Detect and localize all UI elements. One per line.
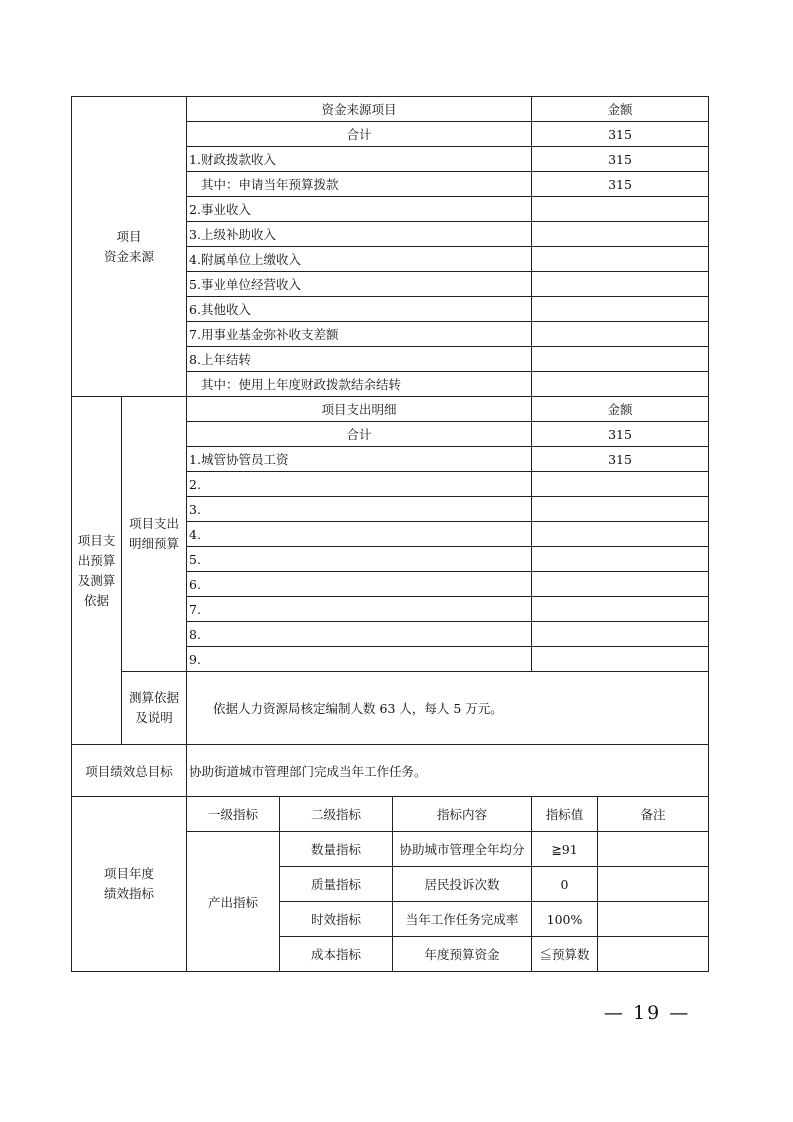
funding-row-label: 7.用事业基金弥补收支差额	[187, 322, 532, 347]
funding-row-amount: 315	[532, 147, 709, 172]
expenditure-sub-label-text: 项目支出 明细预算	[129, 516, 180, 551]
funding-row-label: 5.事业单位经营收入	[187, 272, 532, 297]
funding-row-label: 1.财政拨款收入	[187, 147, 532, 172]
indicator-header-content: 指标内容	[393, 797, 532, 832]
funding-row-label: 6.其他收入	[187, 297, 532, 322]
expenditure-row-amount	[532, 597, 709, 622]
funding-section-label-text: 项目 资金来源	[104, 228, 155, 264]
funding-row-amount	[532, 322, 709, 347]
indicator-level1: 产出指标	[187, 832, 280, 972]
goal-row	[72, 745, 709, 797]
expenditure-row-amount	[532, 572, 709, 597]
funding-row-amount	[532, 222, 709, 247]
funding-row-amount	[532, 297, 709, 322]
funding-row-label: 2.事业收入	[187, 197, 532, 222]
indicator-header-level2: 二级指标	[280, 797, 393, 832]
indicator-note	[598, 832, 709, 867]
indicator-section-label	[72, 797, 187, 972]
funding-row-label: 3.上级补助收入	[187, 222, 532, 247]
expenditure-header-amount: 金额	[532, 397, 709, 422]
indicator-note	[598, 867, 709, 902]
expenditure-row-label: 合计	[187, 422, 532, 447]
goal-label: 项目绩效总目标	[72, 745, 187, 797]
indicator-header-level1: 一级指标	[187, 797, 280, 832]
expenditure-row-label: 7.	[187, 597, 532, 622]
indicator-header-note: 备注	[598, 797, 709, 832]
indicator-note	[598, 937, 709, 972]
funding-row-amount	[532, 372, 709, 397]
expenditure-row-label: 5.	[187, 547, 532, 572]
funding-row-amount	[532, 247, 709, 272]
expenditure-section-label	[72, 397, 122, 745]
expenditure-row-amount	[532, 622, 709, 647]
indicator-header-row	[72, 797, 709, 832]
basis-label	[122, 672, 187, 745]
funding-row-label: 8.上年结转	[187, 347, 532, 372]
expenditure-header-row	[72, 397, 709, 422]
indicator-section-label-text: 项目年度 绩效指标	[104, 866, 155, 901]
indicator-header-value: 指标值	[532, 797, 598, 832]
basis-text: 依据人力资源局核定编制人数 63 人，每人 5 万元。	[187, 672, 709, 745]
funding-row-label: 其中：使用上年度财政拨款结余结转	[187, 372, 532, 397]
indicator-level2: 时效指标	[280, 902, 393, 937]
indicator-note	[598, 902, 709, 937]
indicator-value: ≦预算数	[532, 937, 598, 972]
funding-header-item: 资金来源项目	[187, 97, 532, 122]
basis-row	[72, 672, 709, 745]
expenditure-row-label: 8.	[187, 622, 532, 647]
expenditure-row-label: 4.	[187, 522, 532, 547]
expenditure-row-label: 3.	[187, 497, 532, 522]
expenditure-row-label: 6.	[187, 572, 532, 597]
basis-label-text: 测算依据 及说明	[129, 690, 180, 725]
expenditure-row-label: 9.	[187, 647, 532, 672]
funding-row-label: 其中：申请当年预算拨款	[187, 172, 532, 197]
expenditure-row-amount	[532, 547, 709, 572]
expenditure-row-amount: 315	[532, 422, 709, 447]
expenditure-sub-label	[122, 397, 187, 672]
indicator-content: 居民投诉次数	[393, 867, 532, 902]
page-number: — 19 —	[604, 1002, 691, 1024]
expenditure-row-label: 1.城管协管员工资	[187, 447, 532, 472]
funding-row-label: 合计	[187, 122, 532, 147]
indicator-content: 协助城市管理全年均分	[393, 832, 532, 867]
expenditure-row-amount	[532, 647, 709, 672]
expenditure-row-amount	[532, 472, 709, 497]
expenditure-row-amount	[532, 522, 709, 547]
indicator-value: 0	[532, 867, 598, 902]
indicator-content: 当年工作任务完成率	[393, 902, 532, 937]
funding-row-amount	[532, 272, 709, 297]
expenditure-row-amount: 315	[532, 447, 709, 472]
funding-header-row	[72, 97, 709, 122]
expenditure-row-label: 2.	[187, 472, 532, 497]
expenditure-header-item: 项目支出明细	[187, 397, 532, 422]
indicator-content: 年度预算资金	[393, 937, 532, 972]
funding-row-label: 4.附属单位上缴收入	[187, 247, 532, 272]
indicator-level2: 成本指标	[280, 937, 393, 972]
project-budget-table	[71, 96, 709, 972]
funding-row-amount: 315	[532, 122, 709, 147]
indicator-level2: 数量指标	[280, 832, 393, 867]
funding-header-amount: 金额	[532, 97, 709, 122]
funding-row-amount: 315	[532, 172, 709, 197]
funding-row-amount	[532, 347, 709, 372]
expenditure-row-amount	[532, 497, 709, 522]
goal-text: 协助街道城市管理部门完成当年工作任务。	[187, 745, 709, 797]
expenditure-section-label-text: 项目支 出预算 及测算 依据	[77, 532, 116, 608]
indicator-level2: 质量指标	[280, 867, 393, 902]
funding-row-amount	[532, 197, 709, 222]
indicator-value: ≧91	[532, 832, 598, 867]
funding-section-label	[72, 97, 187, 397]
indicator-value: 100%	[532, 902, 598, 937]
